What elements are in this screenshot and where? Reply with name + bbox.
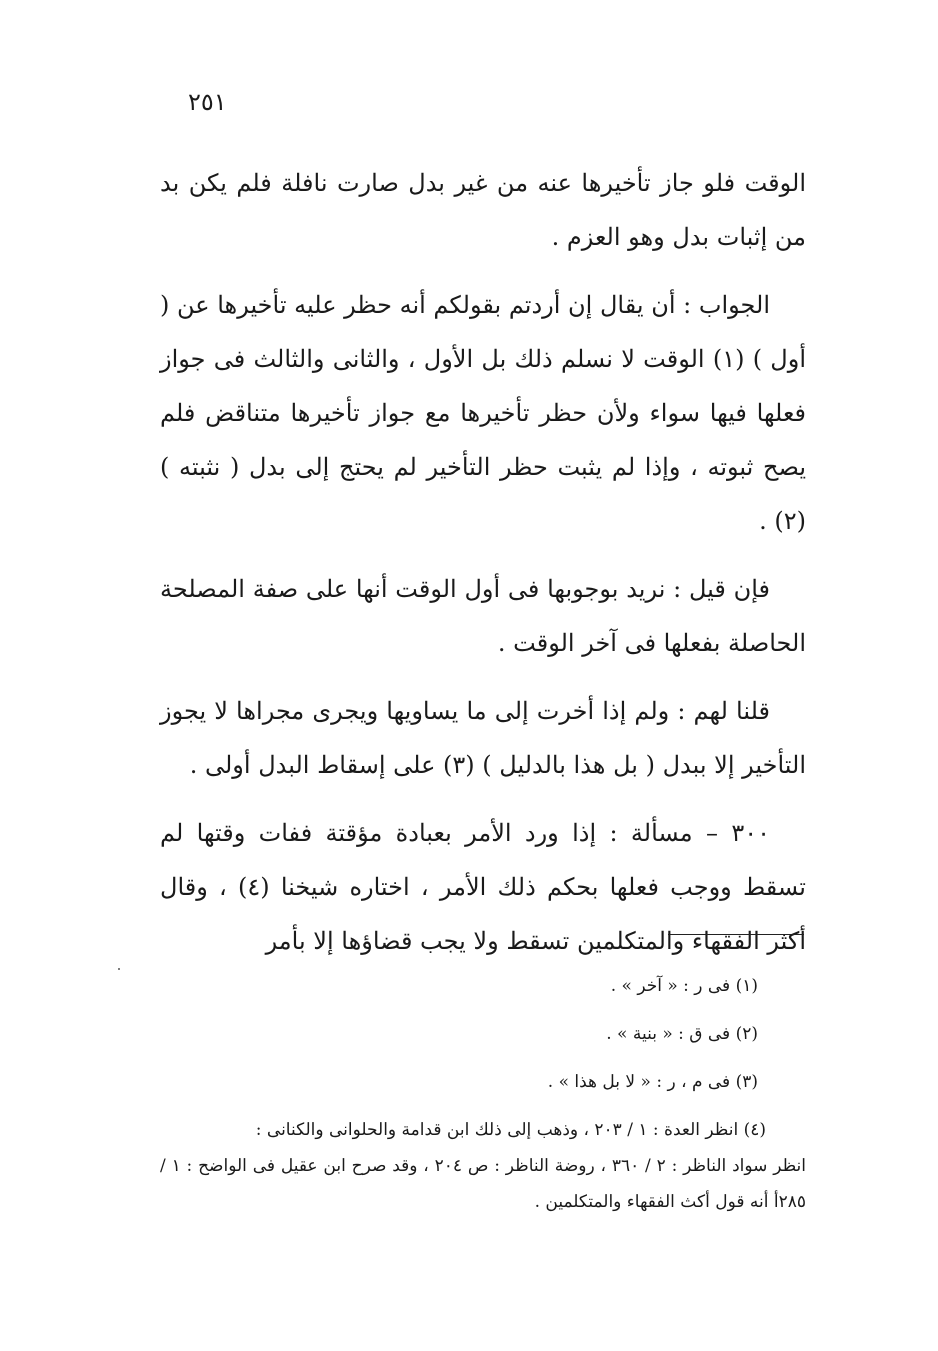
main-text	[160, 156, 806, 982]
footnote-1: (١) فى ر : « آخر » .	[610, 976, 758, 996]
footnote-2: (٢) فى ق : « بنية » .	[606, 1024, 758, 1044]
paragraph-issue-300: ٣٠٠ – مسألة : إذا ورد الأمر بعبادة مؤقتة ففات وقتها لم تسقط ووجب فعلها بحكم ذلك الأمر ، اختاره شيخنا (٤) ، وقال أكثر الفقهاء والمتكلمين تسقط ولا يجب قضاؤها إلا بأمر	[160, 819, 806, 955]
scan-speck	[118, 968, 120, 970]
paragraph-objection: فإن قيل : نريد بوجوبها فى أول الوقت أنها على صفة المصلحة الحاصلة بفعلها فى آخر الوقت .	[160, 575, 806, 657]
footnote-4-continuation: انظر سواد الناظر : ٢ / ٣٦٠ ، روضة الناظر : ص ٢٠٤ ، وقد صرح ابن عقيل فى الواضح : ١ / ٢٨٥أ أنه قول أكث الفقهاء والمتكلمين .	[160, 1156, 806, 1212]
paragraph-continuation: الوقت فلو جاز تأخيرها عنه من غير بدل صارت نافلة فلم يكن بد من إثبات بدل وهو العزم .	[160, 169, 806, 251]
paragraph-answer: الجواب : أن يقال إن أردتم بقولكم أنه حظر عليه تأخيرها عن ( أول ) (١) الوقت لا نسلم ذلك بل الأول ، والثانى والثالث فى جواز فعلها فيها سواء ولأن حظر تأخيرها مع جواز تأخيرها متناقض فلم يصح ثبوته ، وإذا لم يثبت حظر التأخير لم يحتج إلى بدل ( نثبته ) (٢) .	[160, 291, 806, 535]
footnote-4: (٤) انظر العدة : ١ / ٢٠٣ ، وذهب إلى ذلك ابن قدامة والحلوانى والكنانى :	[255, 1120, 766, 1140]
page-number: ٢٥١	[188, 88, 227, 116]
footnote-separator	[668, 934, 804, 935]
paragraph-reply: قلنا لهم : ولم إذا أخرت إلى ما يساويها ويجرى مجراها لا يجوز التأخير إلا ببدل ( بل هذا بالدليل ) (٣) على إسقاط البدل أولى .	[160, 697, 806, 779]
footnote-3: (٣) فى م ، ر : « لا بل هذا » .	[547, 1072, 758, 1092]
footnotes	[160, 968, 806, 1220]
